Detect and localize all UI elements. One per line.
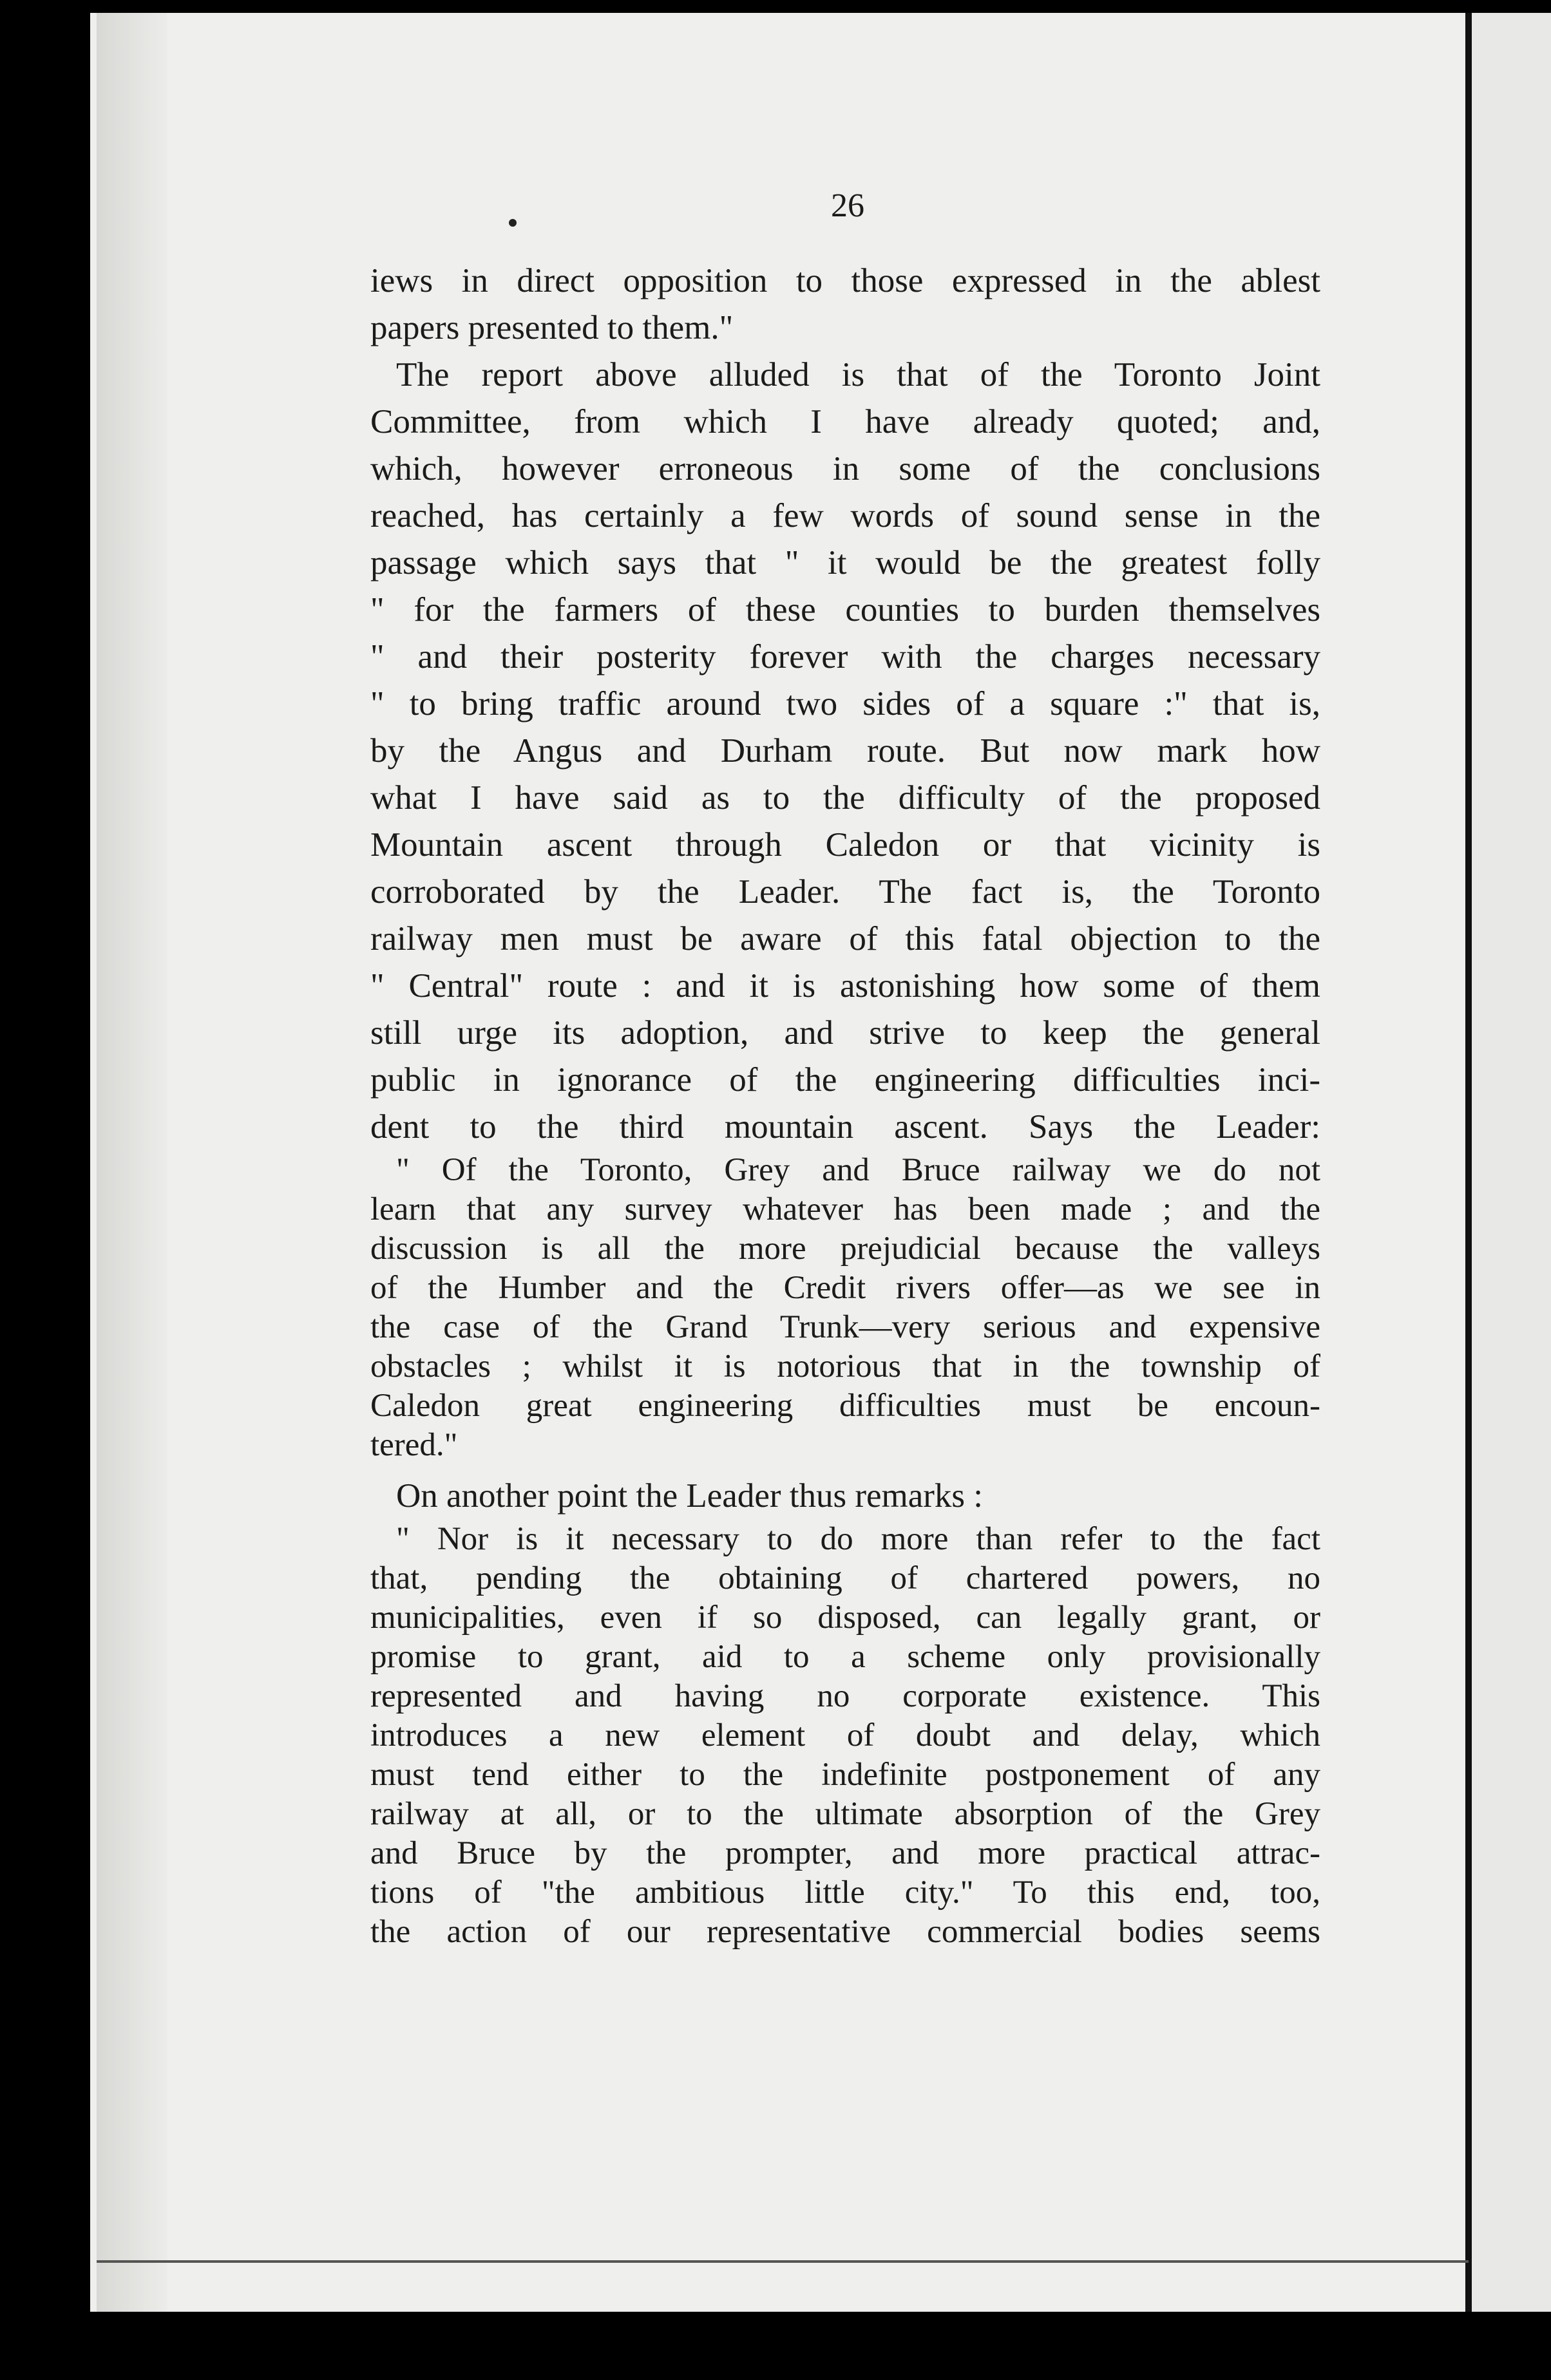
text-line: On another point the Leader thus remarks : (396, 1477, 984, 1515)
text-line: papers presented to them." (370, 309, 734, 346)
text-line: the case of the Grand Trunk—very serious and expensive (370, 1309, 1320, 1345)
text-line: " for the farmers of these counties to burden themselves (370, 591, 1320, 628)
text-line: corroborated by the Leader. The fact is, the Toronto (370, 873, 1320, 911)
text-line: of the Humber and the Credit rivers offer—as we see in (370, 1270, 1320, 1306)
text-line: municipalities, even if so disposed, can legally grant, or (370, 1600, 1320, 1636)
text-line: the action of our representative commercial bodies seems (370, 1914, 1320, 1950)
text-line: learn that any survey whatever has been made ; and the (370, 1191, 1320, 1227)
page-edge-shadow (97, 13, 167, 2312)
text-line: public in ignorance of the engineering difficulties inci- (370, 1061, 1320, 1099)
ink-dot (509, 219, 517, 227)
text-line: Committee, from which I have already quoted; and, (370, 403, 1320, 440)
text-line: that, pending the obtaining of chartered powers, no (370, 1560, 1320, 1596)
text-line: railway men must be aware of this fatal objection to the (370, 920, 1320, 958)
text-line: reached, has certainly a few words of sound sense in the (370, 497, 1320, 534)
text-line: " Nor is it necessary to do more than refer to the fact (396, 1521, 1320, 1557)
quotation-2 (370, 1520, 1320, 1952)
text-line: introduces a new element of doubt and delay, which (370, 1717, 1320, 1753)
paragraph-3 (370, 1473, 1320, 1520)
text-line: tions of "the ambitious little city." To this end, too, (370, 1875, 1320, 1911)
text-line: and Bruce by the prompter, and more practical attrac- (370, 1835, 1320, 1871)
text-line: " Central" route : and it is astonishing how some of them (370, 967, 1320, 1005)
text-line: The report above alluded is that of the Toronto Joint (396, 356, 1320, 393)
binding-line (1465, 13, 1472, 2312)
text-line: represented and having no corporate existence. This (370, 1678, 1320, 1714)
text-line: must tend either to the indefinite postponement of any (370, 1757, 1320, 1793)
text-line: which, however erroneous in some of the conclusions (370, 450, 1320, 487)
text-line: obstacles ; whilst it is notorious that in the township of (370, 1348, 1320, 1384)
text-line: promise to grant, aid to a scheme only provisionally (370, 1639, 1320, 1675)
body-text (370, 258, 1320, 1952)
text-line: dent to the third mountain ascent. Says the Leader: (370, 1108, 1320, 1146)
text-line: iews in direct opposition to those expressed in the ablest (370, 262, 1320, 299)
text-line: what I have said as to the difficulty of the proposed (370, 779, 1320, 817)
page-number: 26 (831, 187, 864, 224)
text-line: still urge its adoption, and strive to keep the general (370, 1014, 1320, 1052)
text-line: Caledon great engineering difficulties must be encoun- (370, 1388, 1320, 1424)
text-line: " Of the Toronto, Grey and Bruce railway we do not (396, 1152, 1320, 1188)
text-line: by the Angus and Durham route. But now mark how (370, 732, 1320, 770)
text-line: " and their posterity forever with the charges necessary (370, 638, 1320, 675)
paragraph-2 (370, 352, 1320, 1151)
text-line: " to bring traffic around two sides of a square :" that is, (370, 685, 1320, 722)
text-line: Mountain ascent through Caledon or that vicinity is (370, 826, 1320, 864)
paragraph-1 (370, 258, 1320, 352)
text-line: railway at all, or to the ultimate absorption of the Grey (370, 1796, 1320, 1832)
text-line: passage which says that " it would be the greatest folly (370, 544, 1320, 581)
bottom-edge-line (97, 2260, 1469, 2263)
quotation-1 (370, 1151, 1320, 1465)
text-line: tered." (370, 1427, 458, 1463)
adjacent-page-strip (1472, 13, 1551, 2312)
text-line: discussion is all the more prejudicial because the valleys (370, 1231, 1320, 1267)
